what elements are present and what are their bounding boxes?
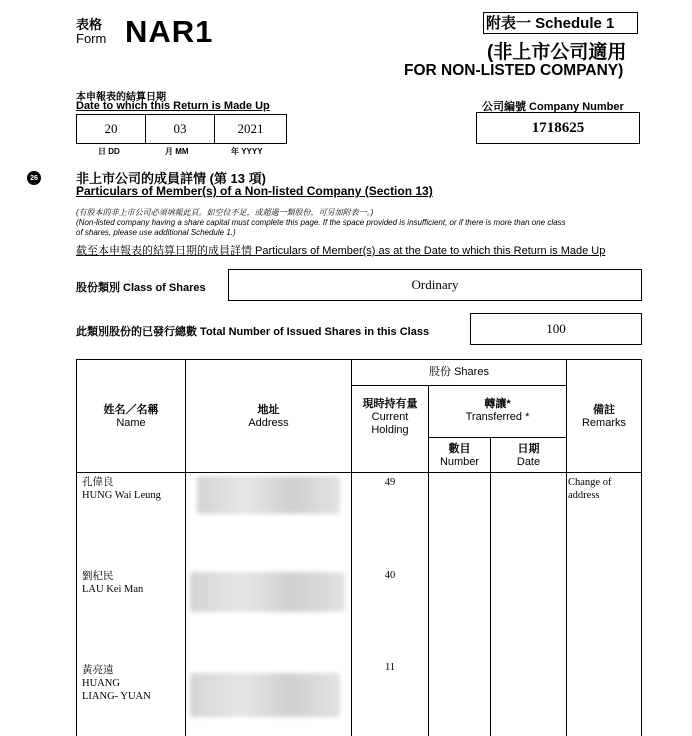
header-address-en: Address	[248, 417, 289, 429]
member-name-en: HUANG	[82, 678, 120, 689]
company-number-label: 公司編號 Company Number	[482, 101, 624, 113]
header-name	[77, 404, 185, 430]
header-name-zh: 姓名／名稱	[103, 404, 159, 416]
class-of-shares-label: 股份類別 Class of Shares	[76, 282, 206, 294]
schedule-title: 附表一 Schedule 1	[483, 12, 638, 34]
header-date	[491, 443, 566, 469]
table-row	[82, 476, 161, 502]
member-name-zh: 黃亮遠	[82, 665, 114, 676]
return-date-month[interactable]: 03	[146, 115, 215, 143]
header-shares: 股份 Shares	[429, 366, 489, 378]
total-issued-label: 此類別股份的已發行總數 Total Number of Issued Shares in this Class	[76, 326, 430, 338]
header-number	[429, 443, 490, 469]
member-name-zh: 孔偉良	[82, 477, 114, 488]
member-holding: 49	[384, 477, 396, 488]
header-address-zh: 地址	[257, 404, 280, 416]
section-marker: 26	[27, 171, 41, 185]
form-code: NAR1	[125, 14, 214, 49]
schedule-subtitle-zh: (非上市公司適用	[487, 42, 627, 63]
redacted-address	[190, 673, 340, 717]
table-row	[82, 570, 143, 596]
member-name-zh: 劉杞民	[82, 571, 114, 582]
form-label-en: Form	[76, 31, 107, 46]
return-date-day[interactable]: 20	[77, 115, 146, 143]
header-remarks-en: Remarks	[581, 417, 626, 429]
company-number-field[interactable]: 1718625	[476, 112, 640, 144]
total-issued-field[interactable]: 100	[470, 313, 642, 345]
member-name-en: LAU Kei Man	[82, 584, 144, 595]
header-address	[186, 404, 351, 430]
header-holding-en-1: Current	[371, 411, 409, 423]
header-number-en: Number	[439, 456, 480, 468]
class-of-shares-field[interactable]: Ordinary	[228, 269, 642, 301]
header-name-en: Name	[116, 417, 146, 429]
redacted-address	[197, 476, 340, 514]
day-label: 日 DD	[98, 147, 120, 156]
header-holding-zh: 現時持有量	[362, 398, 418, 410]
member-holding: 11	[384, 662, 396, 673]
table-row	[82, 664, 151, 703]
month-label: 月 MM	[165, 147, 189, 156]
header-holding	[352, 398, 428, 437]
return-date-label-zh: 本申報表的結算日期	[76, 92, 166, 103]
return-date-label-en: Date to which this Return is Made Up	[76, 100, 270, 112]
header-transferred-en: Transferred *	[465, 411, 530, 423]
section-note-en-2: of shares, please use additional Schedule 1.)	[76, 228, 236, 237]
section-title-zh: 非上市公司的成員詳情 (第 13 項)	[76, 171, 266, 186]
header-transferred-zh: 轉讓*	[484, 398, 511, 410]
section-note-en-1: (Non-listed company having a share capital must complete this page. If the space provided is insufficient, or if there is more than one class	[76, 218, 566, 227]
schedule-subtitle-en: FOR NON-LISTED COMPANY)	[404, 62, 624, 79]
header-number-zh: 數目	[448, 443, 471, 455]
member-remarks-line-1: Change of	[568, 477, 612, 488]
header-remarks-zh: 備註	[593, 404, 615, 416]
section-title-en: Particulars of Member(s) of a Non-listed Company (Section 13)	[76, 184, 433, 198]
header-remarks	[567, 404, 641, 430]
section-note-zh: (有股本的非上市公司必須填報此頁。如空位不足，或超過一類股份，可另加附表一。)	[76, 208, 374, 217]
header-transferred	[429, 398, 566, 424]
particulars-as-at: 截至本申報表的結算日期的成員詳情 Particulars of Member(s) as at the Date to which this Return is Made Up	[76, 245, 606, 257]
member-remarks-line-2: address	[568, 490, 600, 501]
redacted-address	[190, 572, 345, 612]
form-label-zh: 表格	[76, 17, 103, 32]
member-name-en-2: LIANG- YUAN	[82, 691, 151, 702]
return-date-year[interactable]: 2021	[237, 121, 264, 136]
member-name-en: HUNG Wai Leung	[82, 490, 161, 501]
header-date-zh: 日期	[517, 443, 540, 455]
header-holding-en-2: Holding	[371, 424, 409, 436]
member-holding: 40	[384, 570, 396, 581]
header-date-en: Date	[516, 456, 541, 468]
member-remarks	[568, 476, 611, 502]
year-label: 年 YYYY	[231, 147, 263, 156]
return-date-box	[76, 114, 287, 144]
